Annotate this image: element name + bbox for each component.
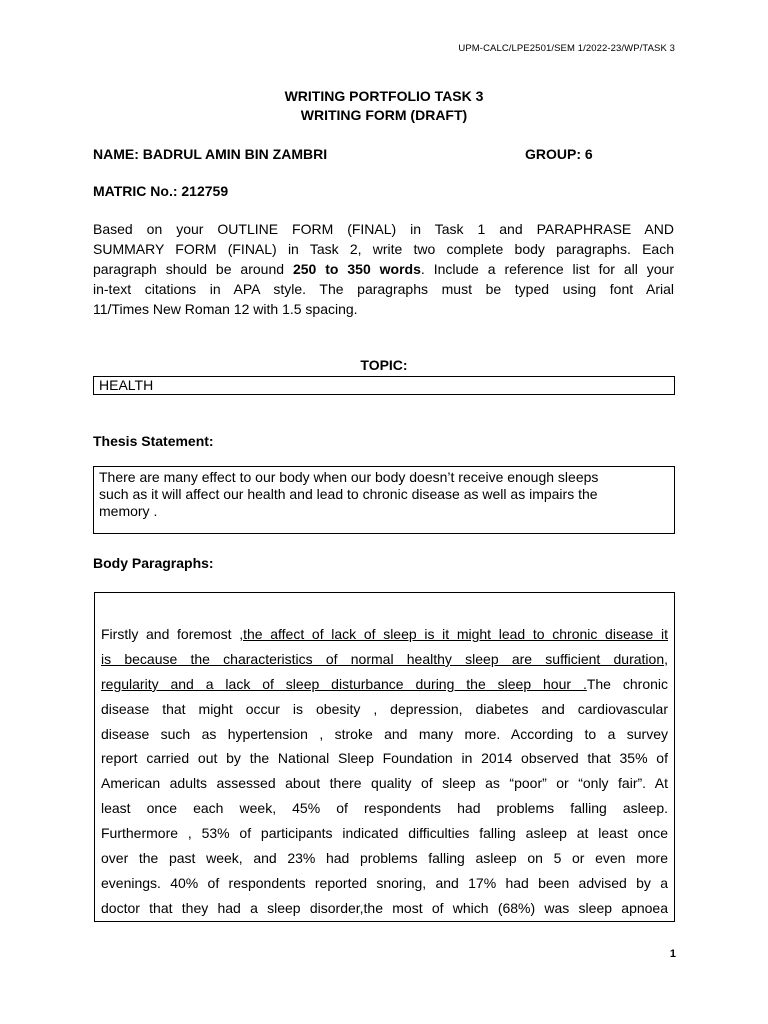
student-name: NAME: BADRUL AMIN BIN ZAMBRI xyxy=(93,146,328,162)
word-count-emphasis: 250 to 350 words xyxy=(292,261,421,277)
instructions-paragraph xyxy=(93,219,674,319)
document-subtitle: WRITING FORM (DRAFT) xyxy=(300,107,468,123)
document-code: UPM-CALC/LPE2501/SEM 1/2022-23/WP/TASK 3 xyxy=(458,43,675,54)
body-line: disease such as hypertension , stroke and many more. According to a survey xyxy=(101,725,668,742)
instructions-line: SUMMARY FORM (FINAL) in Task 2, write two complete body paragraphs. Each xyxy=(93,241,674,257)
thesis-line: memory . xyxy=(99,503,158,519)
body-line: disease that might occur is obesity , depression, diabetes and cardiovascular xyxy=(101,700,668,717)
thesis-box xyxy=(93,466,675,534)
body-paragraph-box xyxy=(94,592,675,922)
thesis-label: Thesis Statement: xyxy=(93,433,214,449)
instructions-line: in-text citations in APA style. The paragraphs must be typed using font Arial xyxy=(93,281,674,297)
body-line: least once each week, 45% of respondents had problems falling asleep. xyxy=(101,800,668,817)
body-line: over the past week, and 23% had problems falling asleep on 5 or even more xyxy=(101,850,668,867)
thesis-line: There are many effect to our body when our body doesn’t receive enough sleeps xyxy=(99,469,599,485)
topic-box xyxy=(93,376,675,395)
body-line: report carried out by the National Sleep Foundation in 2014 observed that 35% of xyxy=(101,750,668,767)
body-line: Firstly and foremost ,the affect of lack of sleep is it might lead to chronic disease it xyxy=(101,626,668,642)
matric-number: MATRIC No.: 212759 xyxy=(93,183,229,199)
instructions-line: 11/Times New Roman 12 with 1.5 spacing. xyxy=(93,301,358,317)
instructions-line: Based on your OUTLINE FORM (FINAL) in Task 1 and PARAPHRASE AND xyxy=(93,221,674,237)
group-number: GROUP: 6 xyxy=(525,146,593,162)
instructions-line: paragraph should be around 250 to 350 words. Include a reference list for all your xyxy=(93,261,675,277)
body-line: regularity and a lack of sleep disturbance during the sleep hour .The chronic xyxy=(101,675,669,692)
page-number: 1 xyxy=(669,948,676,960)
body-line: Furthermore , 53% of participants indicated difficulties falling asleep at least once xyxy=(101,825,668,842)
topic-label: TOPIC: xyxy=(360,357,408,373)
body-line: evenings. 40% of respondents reported snoring, and 17% had been advised by a xyxy=(101,874,668,891)
body-line: doctor that they had a sleep disorder,the most of which (68%) was sleep apnoea xyxy=(101,899,668,916)
body-line: is because the characteristics of normal healthy sleep are sufficient duration, xyxy=(101,650,668,667)
document-title: WRITING PORTFOLIO TASK 3 xyxy=(284,88,484,104)
topic-value: HEALTH xyxy=(99,377,154,393)
body-line: American adults assessed about there quality of sleep as “poor” or “only fair”. At xyxy=(101,775,668,792)
body-paragraphs-label: Body Paragraphs: xyxy=(93,555,214,571)
thesis-line: such as it will affect our health and lead to chronic disease as well as impairs the xyxy=(99,486,598,502)
